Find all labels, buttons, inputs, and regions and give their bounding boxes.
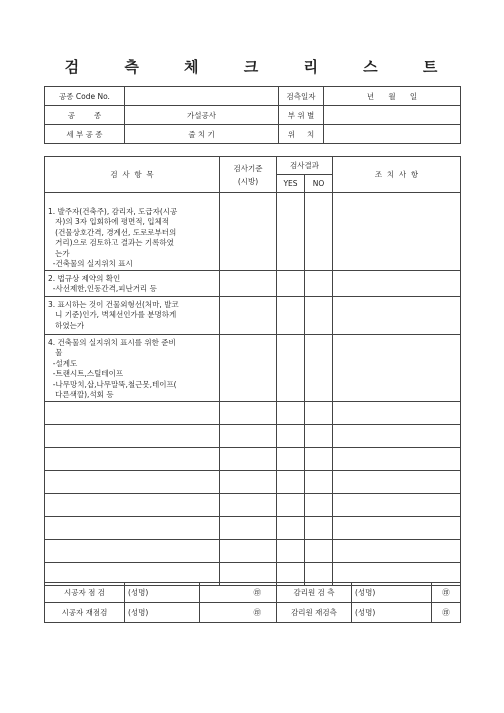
col-basis-sub: (시방) [237,176,259,186]
contractor-recheck-name[interactable]: (성명) [125,603,200,623]
sub-work-label: 세 부 공 종 [45,125,125,144]
seal-icon: ㊞ [253,588,261,597]
signature-table [44,582,461,623]
col-basis-label: 검사기준 [233,163,263,173]
item-3-action[interactable] [333,296,461,334]
sub-work-value[interactable]: 줄 치 기 [125,125,279,144]
supervisor-check-seal[interactable] [432,583,461,603]
blank-row[interactable] [45,516,461,539]
blank-row[interactable] [45,447,461,470]
item-3: 3. 표시하는 것이 건물외형선(처마, 발코 니 기준)인가, 벽체선인가를 분명하게 하였는가 [45,296,220,334]
contractor-check-seal[interactable] [200,583,277,603]
supervisor-recheck-label: 감리원 재검측 [277,603,352,623]
blank-row[interactable] [45,470,461,493]
item-4: 4. 건축물의 실지위치 표시를 위한 준비 물 -설계도 -트랜시트,스틸테이프 -나무망치,삽,나무말뚝,철근못,테이프( 다른색깔),석회 등 [45,334,220,401]
contractor-recheck-label: 시공자 재점검 [45,603,125,623]
item-1-no[interactable] [305,193,333,271]
col-result: 검사결과 [277,157,333,175]
seal-icon: ㊞ [253,608,261,617]
blank-row[interactable] [45,401,461,424]
item-1-yes[interactable] [277,193,305,271]
code-label: 공종 Code No. [45,87,125,106]
col-no: NO [305,175,333,193]
item-3-no[interactable] [305,296,333,334]
item-1-basis[interactable] [220,193,277,271]
item-1-action[interactable] [333,193,461,271]
blank-row[interactable] [45,424,461,447]
supervisor-recheck-name[interactable]: (성명) [352,603,432,623]
part-value[interactable] [324,106,461,125]
part-label: 부 위 별 [279,106,324,125]
header-table [44,86,461,144]
blank-row[interactable] [45,539,461,562]
item-4-action[interactable] [333,334,461,401]
item-2-basis[interactable] [220,270,277,296]
location-value[interactable] [324,125,461,144]
supervisor-check-label: 감리원 검 측 [277,583,352,603]
contractor-check-name[interactable]: (성명) [125,583,200,603]
item-2-yes[interactable] [277,270,305,296]
item-3-basis[interactable] [220,296,277,334]
supervisor-check-name[interactable]: (성명) [352,583,432,603]
code-value[interactable] [125,87,279,106]
work-type-label: 공 종 [45,106,125,125]
col-action: 조 치 사 항 [333,157,461,193]
item-4-basis[interactable] [220,334,277,401]
blank-row[interactable] [45,493,461,516]
seal-icon: ㊞ [442,608,450,617]
contractor-check-label: 시공자 점 검 [45,583,125,603]
item-2-action[interactable] [333,270,461,296]
item-1: 1. 발주자(건축주), 감리자, 도급자(시공 자)의 3자 입회하에 평면적, 입체적 (건물상호간격, 경계선, 도로로부터의 거리)으로 검토하고 결과는 기록하였 는가 -건축물의 실지위치 표시 [45,193,220,271]
seal-icon: ㊞ [442,588,450,597]
item-2-no[interactable] [305,270,333,296]
item-3-yes[interactable] [277,296,305,334]
checklist-table [44,156,461,586]
work-type-value[interactable]: 가설공사 [125,106,279,125]
col-items: 검 사 항 목 [45,157,220,193]
date-label: 검측일자 [279,87,324,106]
col-yes: YES [277,175,305,193]
item-2: 2. 법규상 제약의 확인 -사선제한,인동간격,피난거리 등 [45,270,220,296]
page-title: 검 측 체 크 리 스 트 [64,58,458,76]
contractor-recheck-seal[interactable] [200,603,277,623]
supervisor-recheck-seal[interactable] [432,603,461,623]
item-4-yes[interactable] [277,334,305,401]
item-4-no[interactable] [305,334,333,401]
col-basis [220,157,277,193]
date-value[interactable]: 년 월 일 [324,87,461,106]
location-label: 위 치 [279,125,324,144]
